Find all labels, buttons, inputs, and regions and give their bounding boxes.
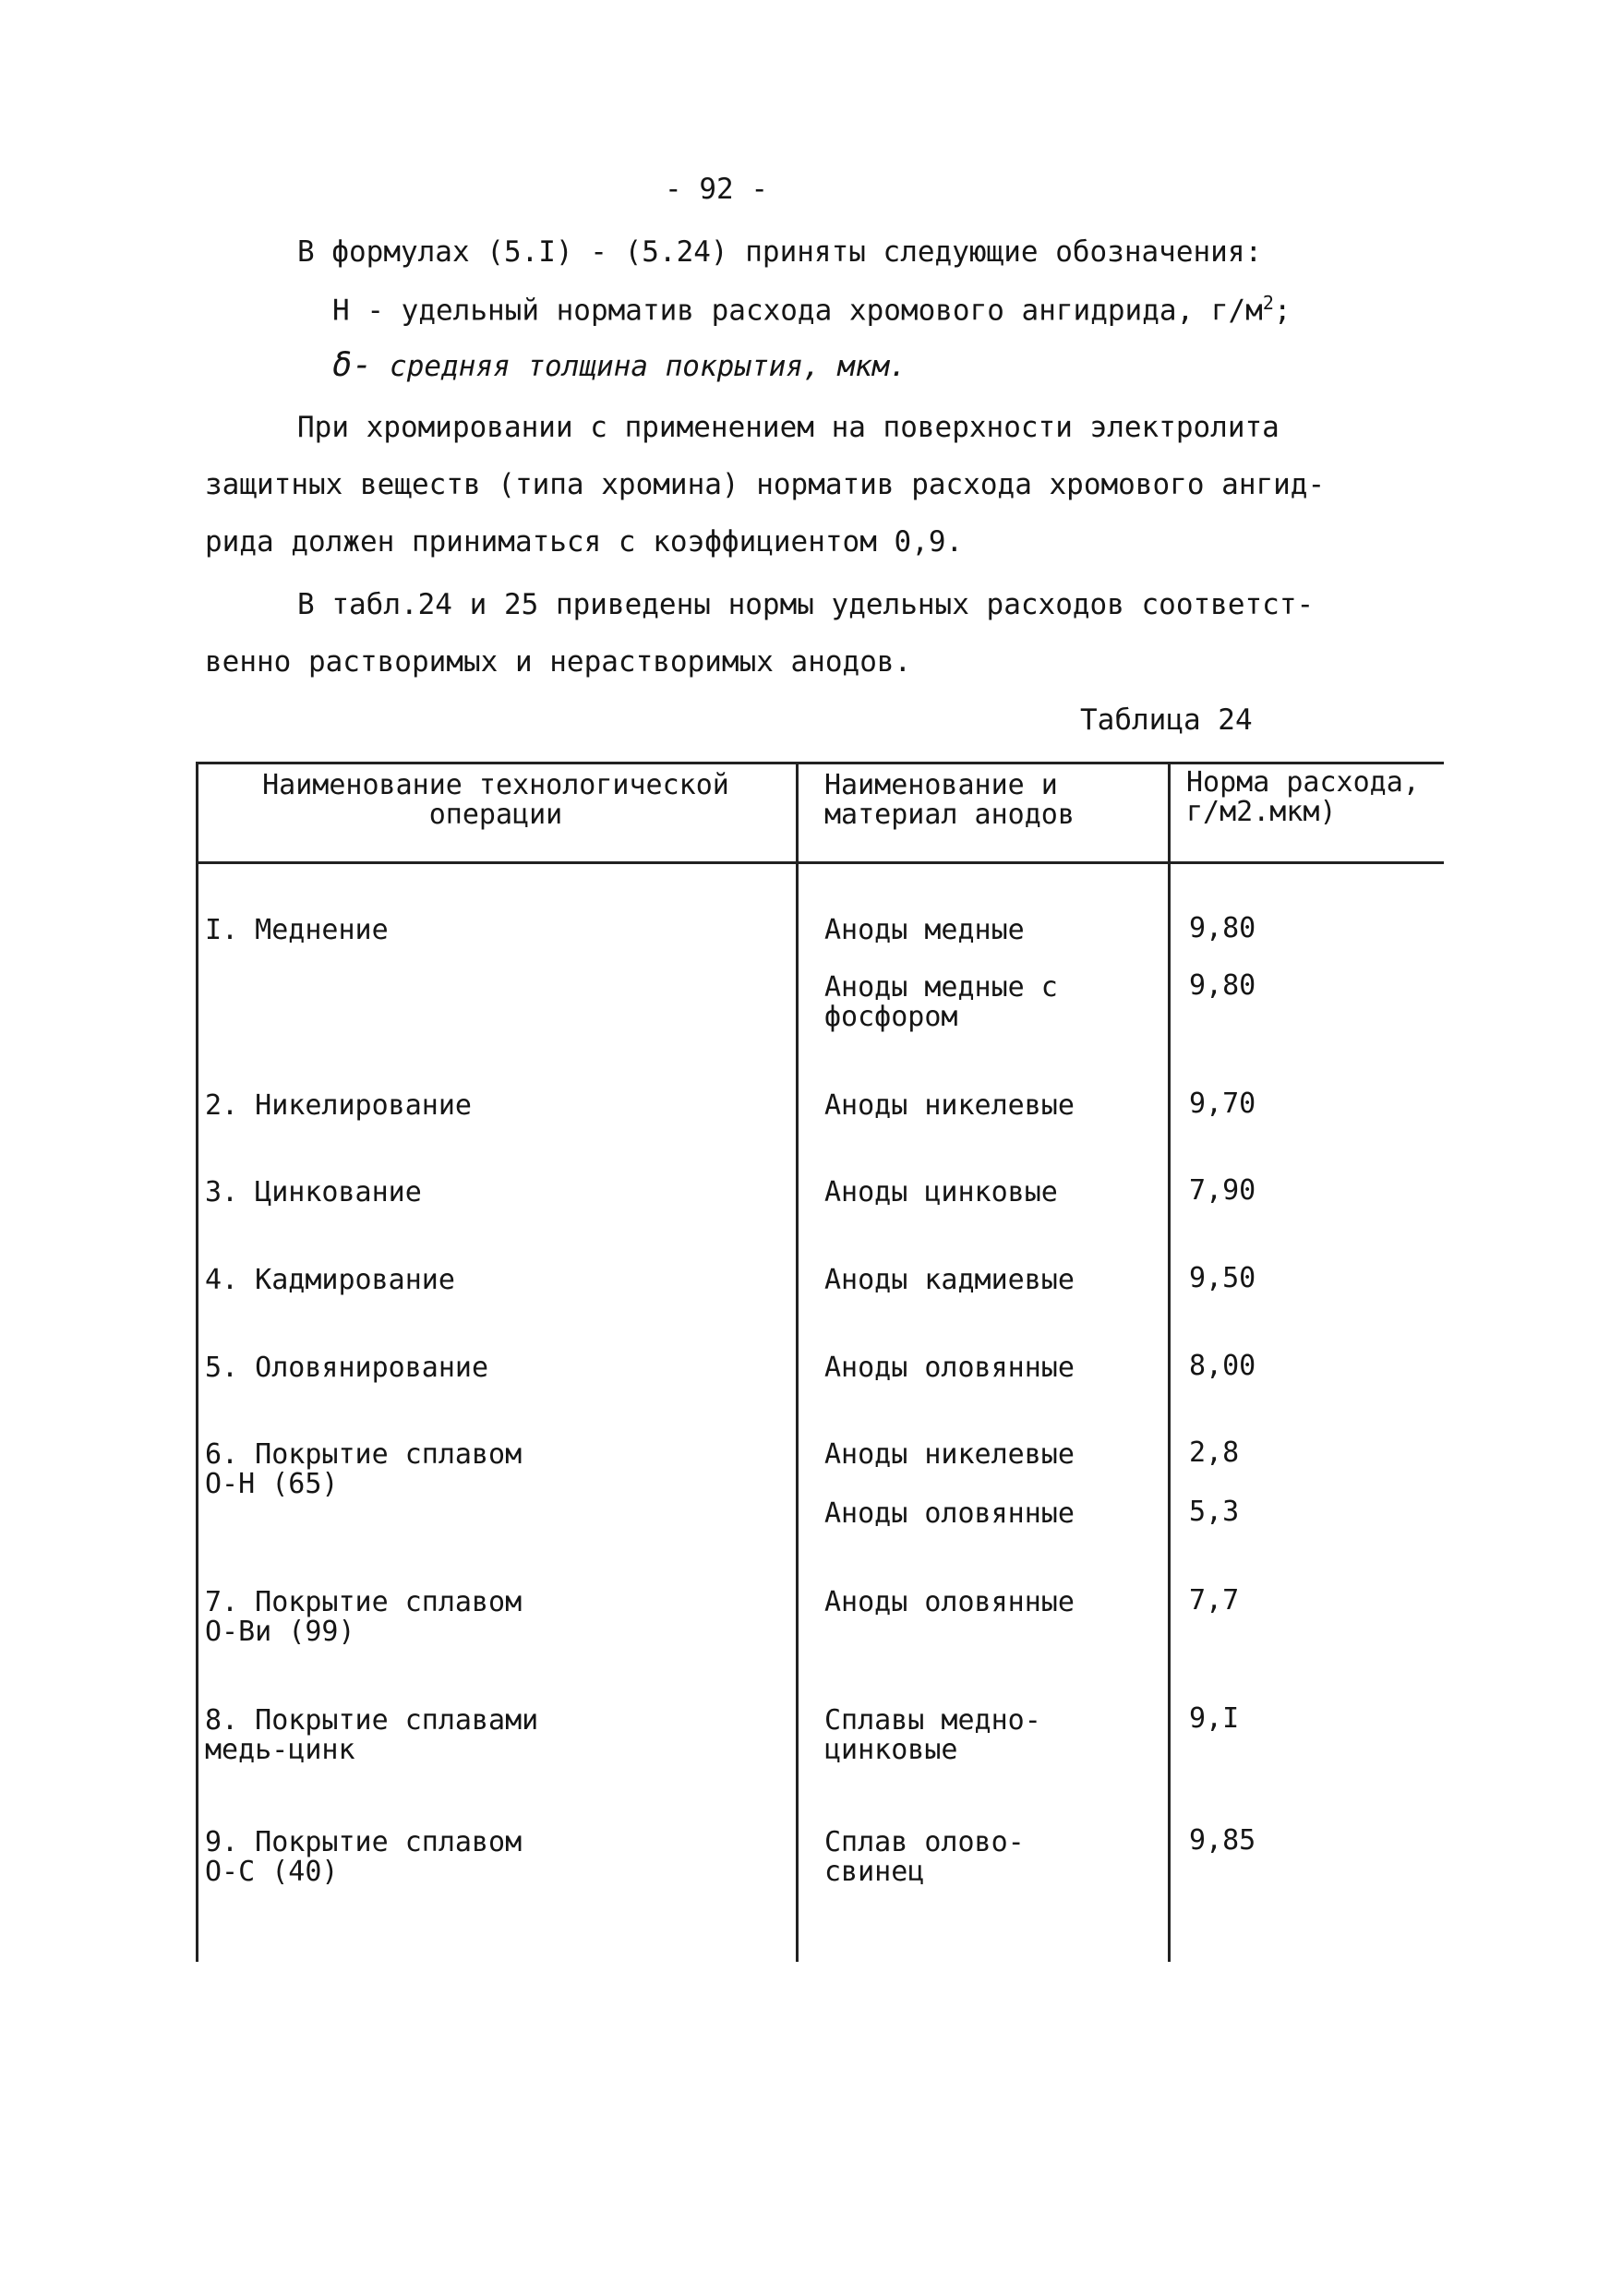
table-row-operation: 2. Никелирование <box>205 1089 472 1122</box>
table-row-anode: Аноды медные с фосфором <box>824 971 1058 1033</box>
intro-line: В формулах (5.I) - (5.24) приняты следующие обозначения: <box>297 235 1263 269</box>
table-header-divider <box>196 861 1444 864</box>
table-row-norm: 9,80 <box>1189 969 1256 1002</box>
paragraph-2-line-2: венно растворимых и нерастворимых анодов. <box>205 645 912 679</box>
table-row-anode: Аноды медные <box>824 914 1025 946</box>
table-row-norm: 9,85 <box>1189 1824 1256 1857</box>
definition-text: средняя толщина покрытия, мкм. <box>390 350 907 383</box>
header-operation: Наименование технологической операции <box>262 769 729 831</box>
table-row-norm: 9,80 <box>1189 912 1256 944</box>
table-row-anode: Аноды кадмиевые <box>824 1264 1075 1296</box>
table-row-anode: Аноды никелевые <box>824 1089 1075 1122</box>
table-row-operation: 4. Кадмирование <box>205 1264 455 1296</box>
table-left-border <box>196 762 198 1962</box>
table-row-anode: Сплав олово-свинец <box>824 1826 1025 1888</box>
definition-text: удельный норматив расхода хромового ангидрида, г/м <box>401 294 1263 328</box>
table-row-norm: 8,00 <box>1189 1350 1256 1382</box>
table-row-norm: 9,I <box>1189 1702 1240 1735</box>
table-row-anode: Аноды никелевые <box>824 1438 1075 1471</box>
table-row-operation: 7. Покрытие сплавом О-Ви (99) <box>205 1586 523 1648</box>
definition-symbol: δ- <box>332 346 373 384</box>
table-column-divider-1 <box>796 762 799 1962</box>
table-row-anode: Аноды оловянные <box>824 1586 1075 1618</box>
paragraph-2-line-1: В табл.24 и 25 приведены нормы удельных расходов соответст- <box>297 588 1315 621</box>
table-row-anode: Сплавы медно-цинковые <box>824 1704 1041 1766</box>
paragraph-1-line-2: защитных веществ (типа хромина) норматив расхода хромового ангид- <box>205 468 1326 501</box>
table-row-anode: Аноды цинковые <box>824 1176 1058 1208</box>
definition-h <box>332 292 1292 328</box>
definition-tail: ; <box>1273 294 1292 328</box>
table-row-norm: 7,90 <box>1189 1174 1256 1207</box>
table-caption: Таблица 24 <box>1080 703 1253 737</box>
table-column-divider-2 <box>1168 762 1171 1962</box>
table-row-operation: I. Меднение <box>205 914 389 946</box>
table-row-norm: 9,50 <box>1189 1262 1256 1294</box>
table-row-norm: 9,70 <box>1189 1088 1256 1120</box>
table-top-border <box>196 762 1444 764</box>
definition-symbol: Н - <box>332 294 384 328</box>
table-row-anode: Аноды оловянные <box>824 1352 1075 1384</box>
table-row-operation: 8. Покрытие сплавами медь-цинк <box>205 1704 539 1766</box>
table-row-norm: 2,8 <box>1189 1437 1240 1469</box>
table-row-norm: 7,7 <box>1189 1584 1240 1617</box>
header-norm: Норма расхода, г/м2.мкм) <box>1186 766 1420 828</box>
page-number: - 92 - <box>665 173 768 206</box>
paragraph-1-line-3: рида должен приниматься с коэффициентом 0,9. <box>205 525 964 559</box>
definition-delta <box>332 346 907 384</box>
table-row-anode: Аноды оловянные <box>824 1497 1075 1530</box>
table-row-operation: 3. Цинкование <box>205 1176 422 1208</box>
header-anodes: Наименование и материал анодов <box>824 769 1075 831</box>
table-row-operation: 9. Покрытие сплавом О-С (40) <box>205 1826 523 1888</box>
superscript: 2 <box>1262 292 1274 314</box>
table-row-operation: 6. Покрытие сплавом О-Н (65) <box>205 1438 523 1500</box>
table-row-norm: 5,3 <box>1189 1496 1240 1528</box>
table-row-operation: 5. Оловянирование <box>205 1352 489 1384</box>
paragraph-1-line-1: При хромировании с применением на поверхности электролита <box>297 411 1280 444</box>
